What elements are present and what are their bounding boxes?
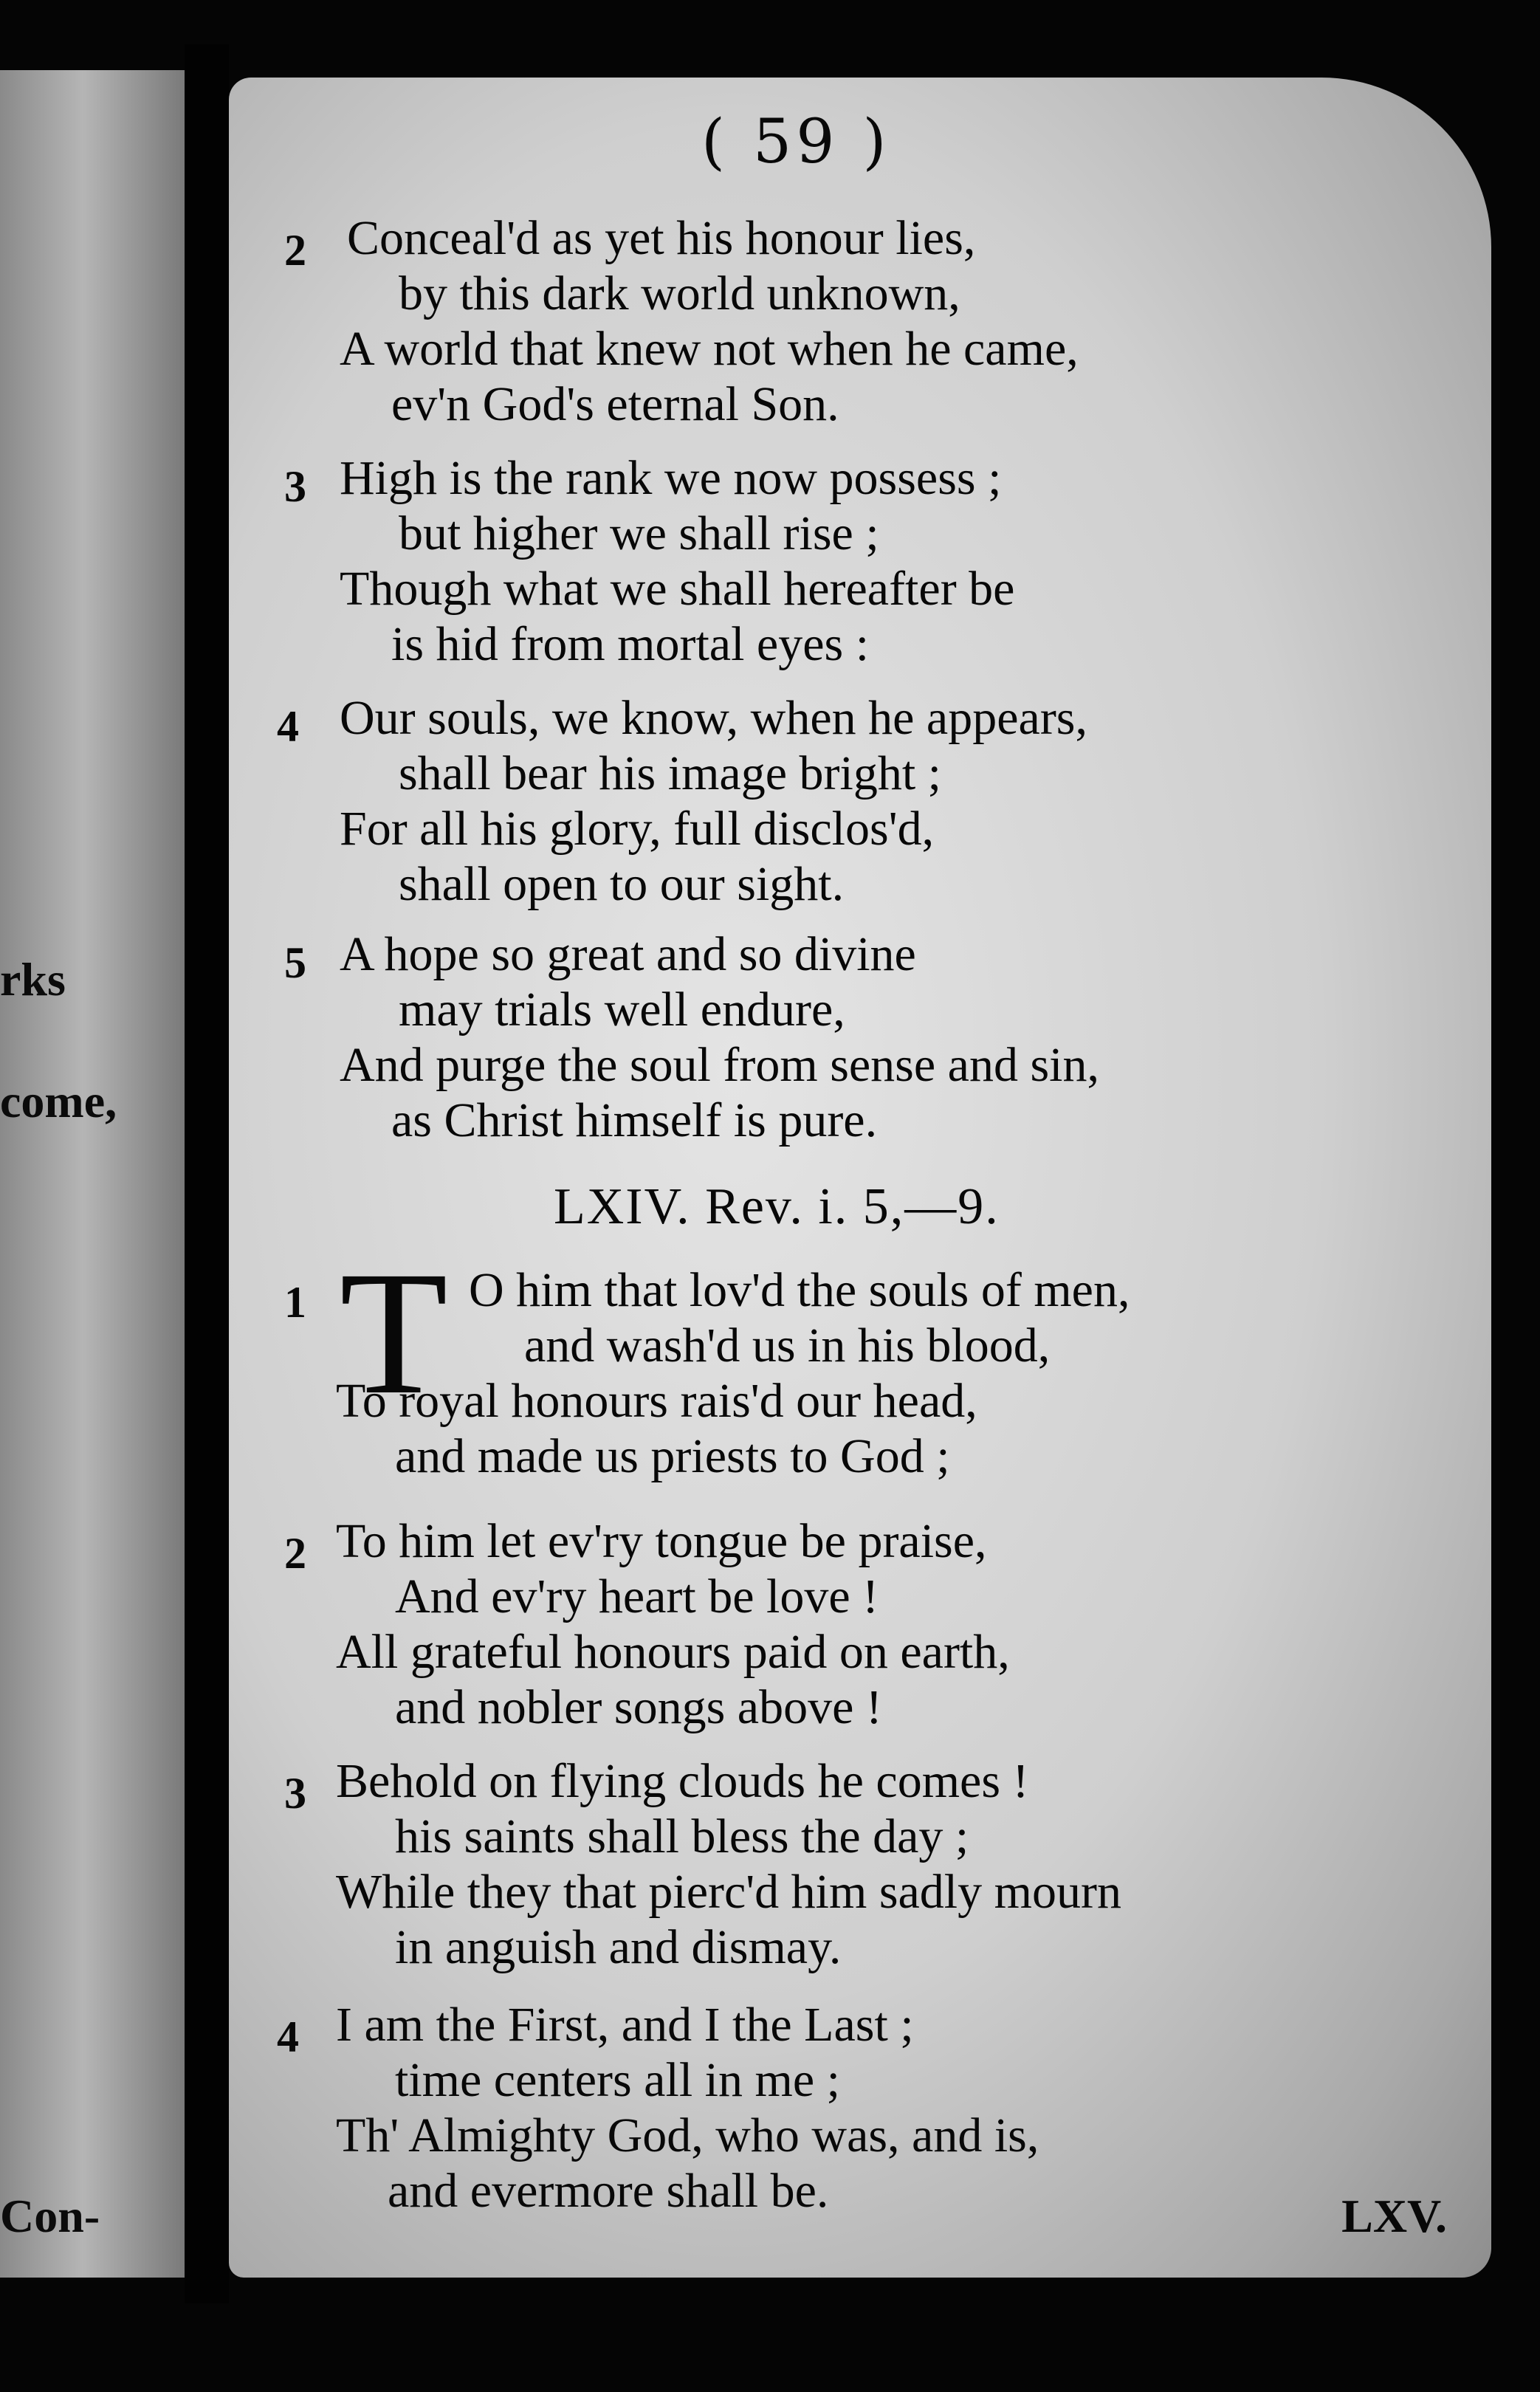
verse-line: is hid from mortal eyes : bbox=[391, 617, 870, 671]
verse-line: and nobler songs above ! bbox=[395, 1680, 882, 1734]
left-fragment: come, bbox=[0, 1075, 117, 1127]
verse-line: by this dark world unknown, bbox=[399, 267, 960, 320]
verse-line: A hope so great and so divine bbox=[340, 927, 916, 981]
left-fragment: rks bbox=[0, 953, 66, 1006]
verse-line: Conceal'd as yet his honour lies, bbox=[347, 211, 976, 265]
verse-line: And ev'ry heart be love ! bbox=[395, 1570, 879, 1623]
verse-line: Though what we shall hereafter be bbox=[340, 562, 1015, 616]
verse-number: 3 bbox=[284, 1769, 306, 1818]
verse-line: his saints shall bless the day ; bbox=[395, 1810, 969, 1863]
verse-line: and wash'd us in his blood, bbox=[524, 1319, 1051, 1372]
verse-line: O him that lov'd the souls of men, bbox=[469, 1263, 1130, 1317]
hymn-heading: LXIV. Rev. i. 5,—9. bbox=[554, 1178, 1000, 1235]
left-page-edge bbox=[0, 70, 185, 2278]
verse-number: 4 bbox=[277, 702, 299, 751]
verse-line: time centers all in me ; bbox=[395, 2053, 840, 2107]
verse-line: To royal honours rais'd our head, bbox=[336, 1374, 977, 1428]
right-page bbox=[229, 78, 1491, 2278]
verse-line: For all his glory, full disclos'd, bbox=[340, 802, 935, 856]
verse-line: shall open to our sight. bbox=[399, 857, 845, 911]
book-gutter bbox=[185, 44, 229, 2303]
verse-line: and evermore shall be. bbox=[388, 2164, 829, 2218]
verse-line: in anguish and dismay. bbox=[395, 1920, 842, 1974]
left-fragment: Con- bbox=[0, 2190, 100, 2242]
verse-number: 4 bbox=[277, 2013, 299, 2061]
verse-line: and made us priests to God ; bbox=[395, 1429, 950, 1483]
verse-line: but higher we shall rise ; bbox=[399, 506, 879, 560]
page-number: ( 59 ) bbox=[701, 107, 891, 177]
verse-line: To him let ev'ry tongue be praise, bbox=[336, 1514, 987, 1568]
verse-line: Our souls, we know, when he appears, bbox=[340, 691, 1087, 745]
verse-line: may trials well endure, bbox=[399, 983, 845, 1037]
verse-number: 5 bbox=[284, 938, 306, 987]
verse-line: While they that pierc'd him sadly mourn bbox=[336, 1865, 1121, 1919]
verse-line: shall bear his image bright ; bbox=[399, 746, 941, 800]
verse-line: ev'n God's eternal Son. bbox=[391, 377, 839, 431]
verse-line: All grateful honours paid on earth, bbox=[336, 1625, 1010, 1679]
verse-number: 3 bbox=[284, 462, 306, 511]
verse-line: A world that knew not when he came, bbox=[340, 322, 1079, 376]
verse-line: Behold on flying clouds he comes ! bbox=[336, 1754, 1029, 1808]
catchword: LXV. bbox=[1341, 2190, 1447, 2242]
verse-line: High is the rank we now possess ; bbox=[340, 451, 1002, 505]
verse-line: Th' Almighty God, who was, and is, bbox=[336, 2109, 1039, 2162]
verse-number: 2 bbox=[284, 1529, 306, 1578]
verse-number: 1 bbox=[284, 1278, 306, 1327]
verse-line: I am the First, and I the Last ; bbox=[336, 1998, 914, 2052]
verse-line: as Christ himself is pure. bbox=[391, 1093, 878, 1147]
drop-cap: T bbox=[340, 1234, 448, 1431]
verse-number: 2 bbox=[284, 226, 306, 275]
verse-line: And purge the soul from sense and sin, bbox=[340, 1038, 1099, 1092]
